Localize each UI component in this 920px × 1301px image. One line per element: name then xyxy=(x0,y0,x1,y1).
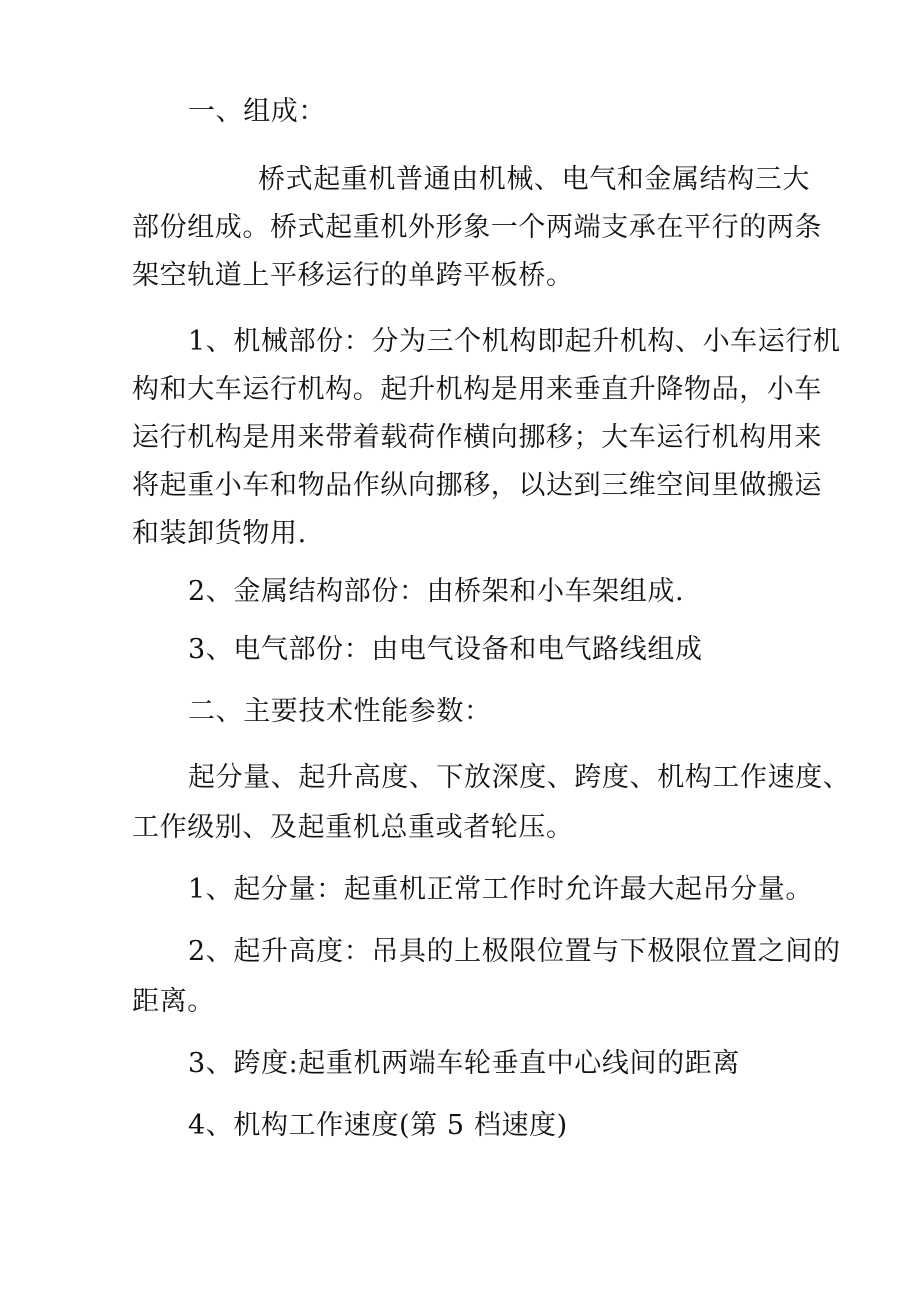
mechanical-line-4: 将起重小车和物品作纵向挪移，以达到三维空间里做搬运 xyxy=(132,470,822,501)
mechanical-line-2: 构和大车运行机构。起升机构是用来垂直升降物品，小车 xyxy=(132,374,822,405)
param-item-4: 4、机构工作速度(第 5 档速度) xyxy=(188,1110,568,1141)
param-item-1: 1、起分量：起重机正常工作时允许最大起吊分量。 xyxy=(188,874,813,905)
intro-line-3: 架空轨道上平移运行的单跨平板桥。 xyxy=(132,260,574,291)
section-heading-composition: 一、组成： xyxy=(188,96,326,127)
electrical-line: 3、电气部份：由电气设备和电气路线组成 xyxy=(188,634,703,665)
intro-line-1: 桥式起重机普通由机械、电气和金属结构三大 xyxy=(258,164,810,195)
metal-structure-line: 2、金属结构部份：由桥架和小车架组成. xyxy=(188,576,685,607)
param-item-3: 3、跨度:起重机两端车轮垂直中心线间的距离 xyxy=(188,1048,740,1079)
intro-line-2: 部份组成。桥式起重机外形象一个两端支承在平行的两条 xyxy=(132,212,822,243)
section-heading-parameters: 二、主要技术性能参数： xyxy=(188,696,492,727)
mechanical-line-1: 1、机械部份：分为三个机构即起升机构、小车运行机 xyxy=(188,326,841,357)
param-item-2-line-2: 距离。 xyxy=(132,986,215,1017)
params-intro-line-1: 起分量、起升高度、下放深度、跨度、机构工作速度、 xyxy=(188,762,851,793)
mechanical-line-5: 和装卸货物用. xyxy=(132,518,307,549)
param-item-2-line-1: 2、起升高度：吊具的上极限位置与下极限位置之间的 xyxy=(188,936,841,967)
mechanical-line-3: 运行机构是用来带着载荷作横向挪移；大车运行机构用来 xyxy=(132,422,822,453)
params-intro-line-2: 工作级别、及起重机总重或者轮压。 xyxy=(132,812,574,843)
